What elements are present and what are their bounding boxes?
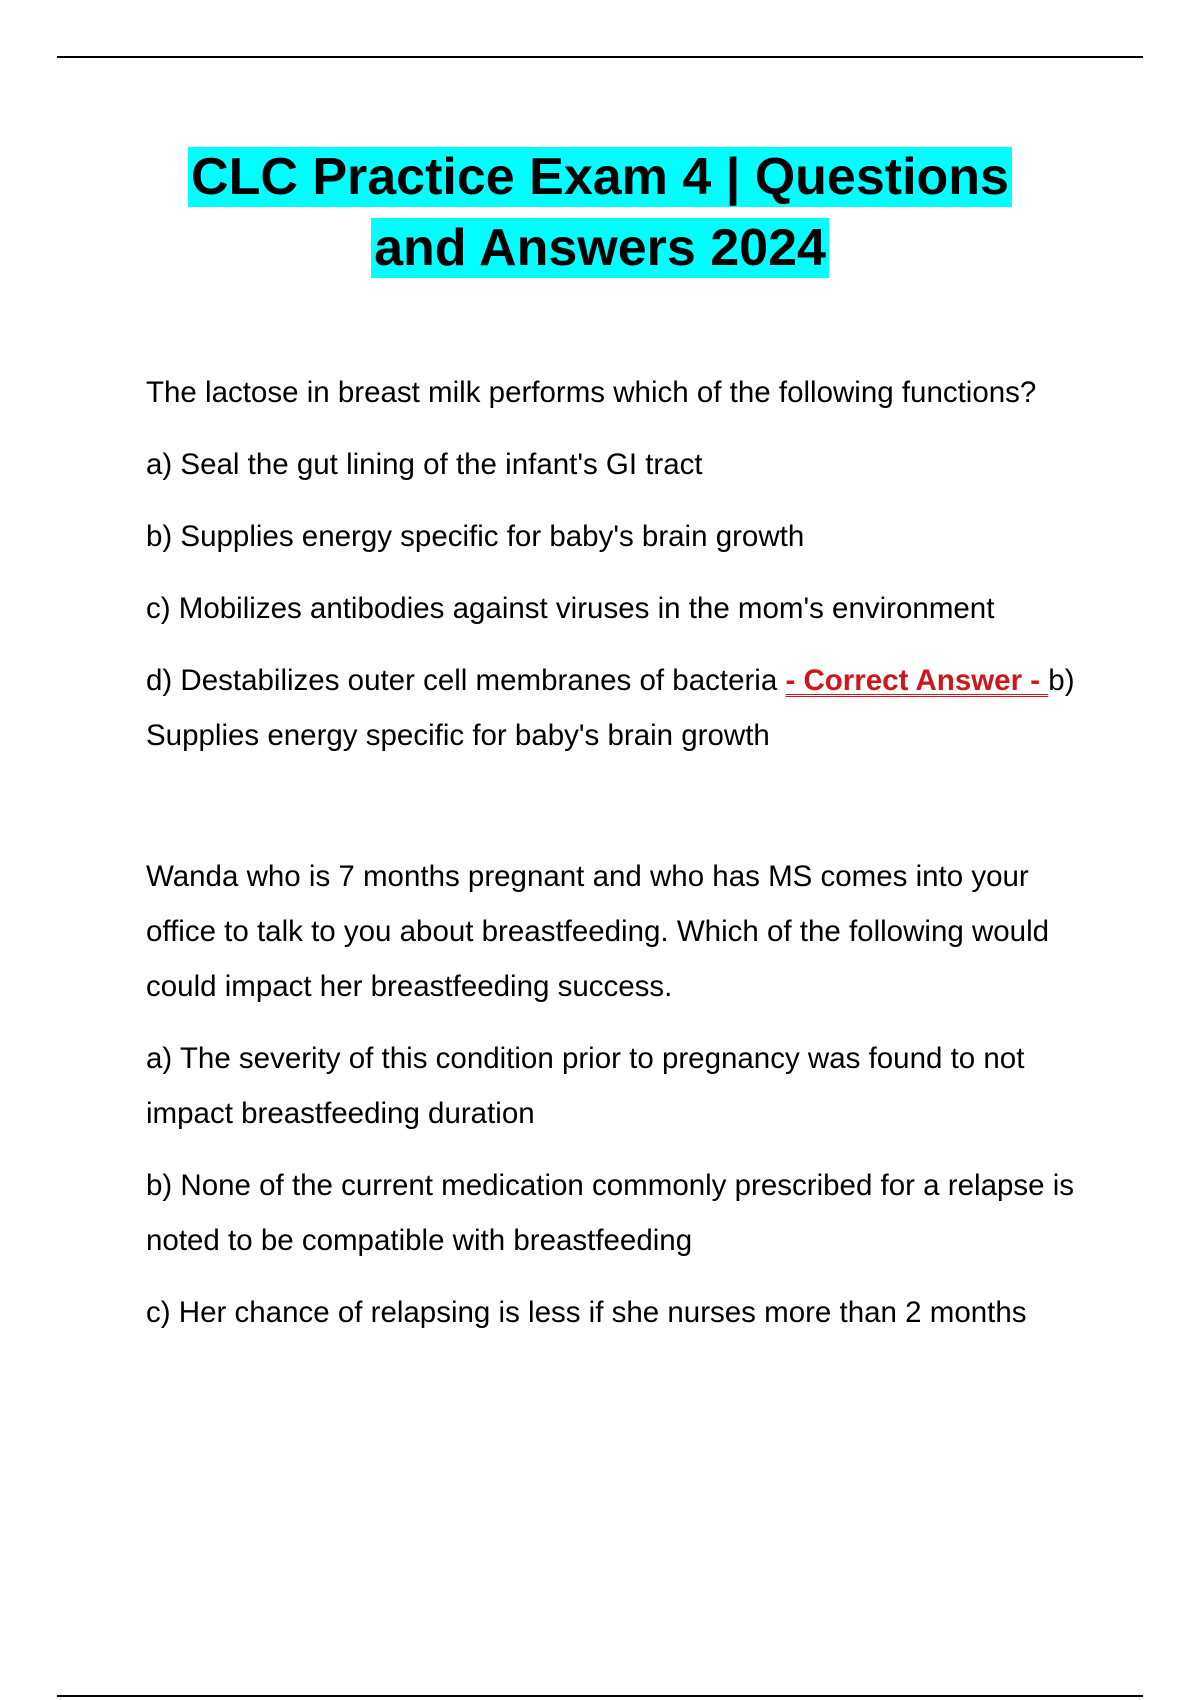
document-title (57, 142, 1143, 284)
section-gap (146, 780, 1096, 849)
question-block-2 (146, 849, 1096, 1340)
option-a: a) The severity of this condition prior to pregnancy was found to not impact breastfeeding duration (146, 1042, 1025, 1130)
bottom-rule (57, 1695, 1143, 1697)
top-rule (57, 56, 1143, 58)
question-prompt: Wanda who is 7 months pregnant and who has MS comes into your office to talk to you about breastfeeding. Which of the following would could impact her breastfeeding success. (146, 860, 1050, 1003)
option-b: b) Supplies energy specific for baby's brain growth (146, 520, 805, 553)
option-c: c) Mobilizes antibodies against viruses in the mom's environment (146, 592, 995, 625)
title-line-1: CLC Practice Exam 4 | Questions (188, 147, 1012, 207)
question-block-1 (146, 365, 1096, 763)
correct-answer-label: - Correct Answer - (785, 664, 1049, 697)
option-c: c) Her chance of relapsing is less if she nurses more than 2 months (146, 1296, 1027, 1329)
option-a: a) Seal the gut lining of the infant's GI tract (146, 448, 703, 481)
option-b: b) None of the current medication commonly prescribed for a relapse is noted to be compatible with breastfeeding (146, 1169, 1075, 1257)
document-body (146, 365, 1096, 1357)
title-line-2: and Answers 2024 (371, 218, 829, 278)
option-d-with-answer (146, 653, 1096, 763)
correct-answer-text: b) Supplies energy specific for baby's brain growth (146, 664, 1075, 752)
option-d: d) Destabilizes outer cell membranes of bacteria (146, 664, 786, 697)
question-prompt: The lactose in breast milk performs which of the following functions? (146, 376, 1037, 409)
